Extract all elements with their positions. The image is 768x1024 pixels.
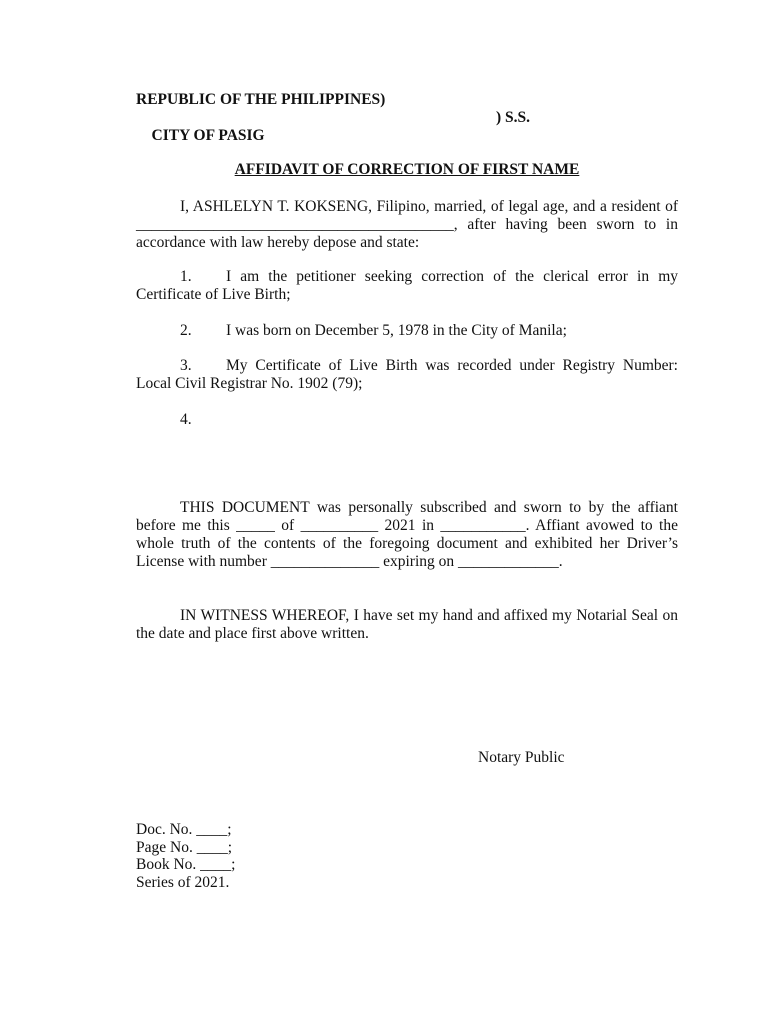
item-number: 1.: [180, 268, 192, 285]
document-title: AFFIDAVIT OF CORRECTION OF FIRST NAME: [234, 161, 580, 178]
item-text: I was born on December 5, 1978 in the City of Manila;: [226, 322, 567, 339]
numbered-item-1: [136, 268, 678, 304]
item-number: 2.: [180, 322, 192, 339]
page-number: Page No. ____;: [136, 838, 233, 856]
item-number: 3.: [180, 357, 192, 374]
numbered-item-4: [136, 411, 678, 429]
numbered-item-3: [136, 357, 678, 393]
item-number: 4.: [180, 411, 192, 428]
intro-paragraph: I, ASHLELYN T. KOKSENG, Filipino, married, of legal age, and a resident of _________________________________________, after having been sworn to in accordance with law hereby depose and state:: [136, 198, 678, 251]
caption-ss: ) S.S.: [496, 109, 531, 126]
doc-number: Doc. No. ____;: [136, 821, 232, 838]
caption-city-name: CITY OF PASIG: [151, 127, 265, 144]
book-number: Book No. ____;: [136, 856, 236, 873]
caption-republic: REPUBLIC OF THE PHILIPPINES): [136, 91, 386, 108]
witness-paragraph: IN WITNESS WHEREOF, I have set my hand and affixed my Notarial Seal on the date and place first above written.: [136, 607, 678, 642]
notary-public-label: Notary Public: [478, 749, 565, 766]
item-text: My Certificate of Live Birth was recorded under Registry Number: Local Civil Registrar No. 1902 (79);: [136, 357, 678, 392]
series-year: Series of 2021.: [136, 873, 230, 891]
numbered-item-2: [136, 322, 678, 340]
jurat-paragraph: THIS DOCUMENT was personally subscribed and sworn to by the affiant before me this _____ of __________ 2021 in ___________. Affiant avowed to the whole truth of the contents of the foregoing document and exhibited her Driver’s License with number ______________ expiring on _____________.: [136, 499, 678, 570]
item-text: I am the petitioner seeking correction of the clerical error in my Certificate of Live Birth;: [136, 268, 678, 303]
notarial-register-block: [136, 821, 235, 891]
